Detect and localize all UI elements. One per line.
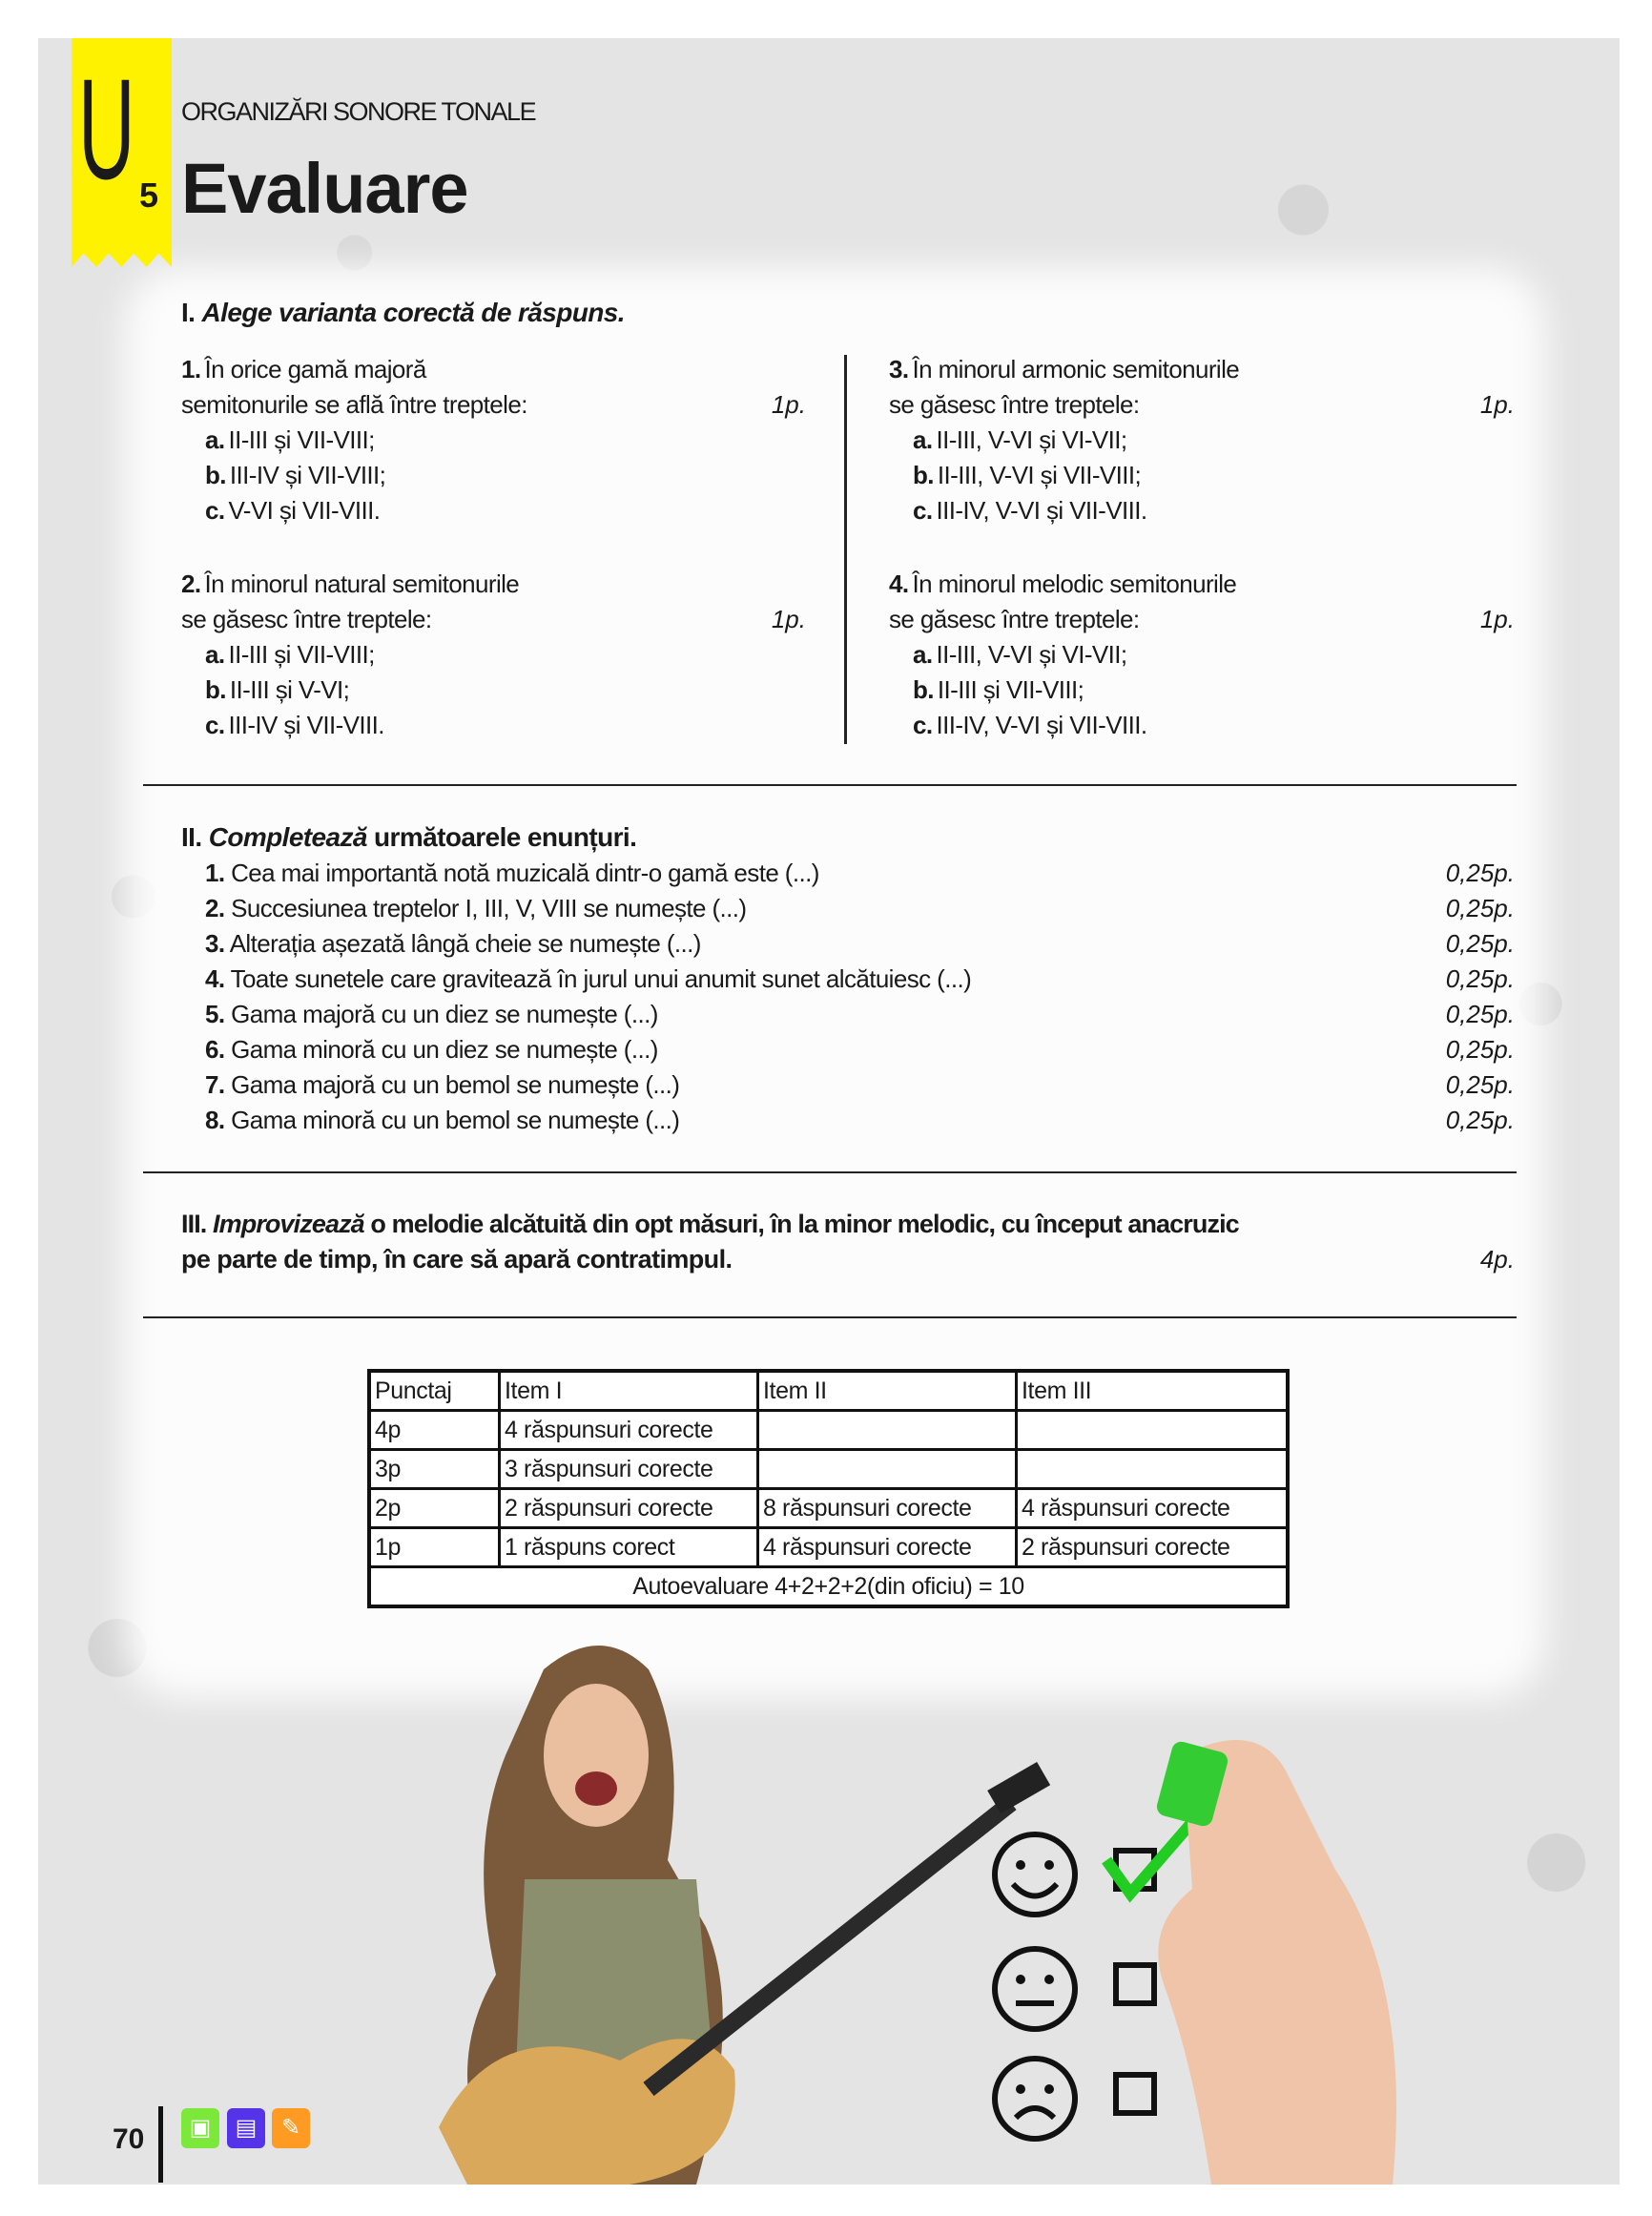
option-text: II-III, V-VI și VI-VII; bbox=[936, 425, 1127, 454]
girl-with-guitar-photo bbox=[382, 1612, 1068, 2185]
option-letter: c. bbox=[913, 711, 933, 739]
item-points: 0,25p. bbox=[1445, 929, 1515, 958]
item-text: Gama minoră cu un bemol se numește (...) bbox=[231, 1106, 680, 1134]
neutral-face-icon bbox=[995, 1949, 1075, 2029]
fill-in-item bbox=[205, 859, 819, 888]
table-cell: 1p bbox=[369, 1528, 500, 1567]
option-letter: a. bbox=[913, 425, 933, 454]
question-number: 1. bbox=[181, 355, 201, 383]
table-row bbox=[369, 1411, 1288, 1450]
item-points: 0,25p. bbox=[1445, 859, 1515, 887]
table-cell: 1 răspuns corect bbox=[500, 1528, 758, 1567]
option-letter: b. bbox=[913, 675, 934, 704]
option-letter: c. bbox=[913, 496, 933, 525]
question-number: 2. bbox=[181, 570, 201, 598]
answer-option bbox=[205, 711, 384, 740]
option-text: III-IV, V-VI și VII-VIII. bbox=[936, 496, 1147, 525]
answer-option bbox=[205, 675, 349, 705]
section1-heading bbox=[181, 298, 625, 328]
table-cell bbox=[758, 1411, 1017, 1450]
page-number-divider bbox=[158, 2106, 163, 2183]
section-number: III. bbox=[181, 1210, 207, 1238]
question-2-line1 bbox=[181, 570, 519, 599]
option-letter: a. bbox=[205, 640, 225, 669]
fill-in-item bbox=[205, 894, 746, 923]
table-header: Item II bbox=[758, 1371, 1017, 1411]
option-letter: c. bbox=[205, 711, 225, 739]
question-2-line2: se găsesc între treptele: bbox=[181, 605, 432, 633]
self-assessment-hand-photo bbox=[973, 1698, 1450, 2185]
option-text: II-III, V-VI și VI-VII; bbox=[936, 640, 1127, 669]
table-header: Item III bbox=[1017, 1371, 1289, 1411]
answer-option bbox=[913, 675, 1084, 705]
question-points: 1p. bbox=[1479, 605, 1515, 633]
table-cell: 4 răspunsuri corecte bbox=[1017, 1489, 1289, 1528]
item-text: Gama majoră cu un diez se numește (...) bbox=[231, 1000, 658, 1028]
item-text: Gama majoră cu un bemol se numește (...) bbox=[231, 1070, 680, 1099]
item-number: 7. bbox=[205, 1070, 225, 1099]
section2-heading bbox=[181, 822, 636, 853]
table-cell: 4p bbox=[369, 1411, 500, 1450]
section3-line2: pe parte de timp, în care să apară contratimpul. bbox=[181, 1245, 733, 1274]
table-cell bbox=[1017, 1450, 1289, 1489]
option-letter: b. bbox=[913, 461, 934, 489]
item-number: 4. bbox=[205, 964, 225, 993]
option-text: II-III și VII-VIII; bbox=[228, 425, 375, 454]
item-points: 0,25p. bbox=[1445, 1035, 1515, 1064]
happy-face-icon bbox=[995, 1834, 1075, 1915]
option-letter: a. bbox=[205, 425, 225, 454]
table-cell: 4 răspunsuri corecte bbox=[758, 1528, 1017, 1567]
option-text: II-III și VII-VIII; bbox=[937, 675, 1084, 704]
section-number: I. bbox=[181, 298, 196, 327]
fill-in-item bbox=[205, 929, 701, 959]
table-cell: 4 răspunsuri corecte bbox=[500, 1411, 758, 1450]
column-divider bbox=[844, 355, 847, 744]
table-cell: 2 răspunsuri corecte bbox=[1017, 1528, 1289, 1567]
item-text: Succesiunea treptelor I, III, V, VIII se numește (...) bbox=[231, 894, 747, 922]
image-icon[interactable]: ▣ bbox=[181, 2108, 219, 2148]
section-number: II. bbox=[181, 822, 202, 852]
question-text: În minorul armonic semitonurile bbox=[912, 355, 1240, 383]
question-4-line2: se găsesc între treptele: bbox=[889, 605, 1140, 633]
option-letter: b. bbox=[205, 675, 226, 704]
option-text: III-IV și VII-VIII; bbox=[229, 461, 386, 489]
section-heading-text: următoarele enunțuri. bbox=[366, 822, 637, 852]
option-text: III-IV, V-VI și VII-VIII. bbox=[936, 711, 1147, 739]
option-text: III-IV și VII-VIII. bbox=[228, 711, 384, 739]
item-text: Toate sunetele care gravitează în jurul unui anumit sunet alcătuiesc (...) bbox=[230, 964, 972, 993]
answer-option bbox=[913, 711, 1146, 740]
fill-in-item bbox=[205, 1070, 679, 1100]
page-number: 70 bbox=[113, 2123, 145, 2155]
item-number: 3. bbox=[205, 929, 225, 958]
table-header: Punctaj bbox=[369, 1371, 500, 1411]
table-row bbox=[369, 1450, 1288, 1489]
answer-option bbox=[205, 640, 375, 670]
section3-points: 4p. bbox=[1479, 1245, 1515, 1274]
scoring-table bbox=[367, 1369, 1290, 1608]
table-cell: 2p bbox=[369, 1489, 500, 1528]
question-1-line2: semitonurile se află între treptele: bbox=[181, 390, 527, 419]
table-cell: 3 răspunsuri corecte bbox=[500, 1450, 758, 1489]
section-heading-text: Alege varianta corectă de răspuns. bbox=[201, 298, 625, 327]
question-text: În orice gamă majoră bbox=[204, 355, 426, 383]
film-icon[interactable]: ▤ bbox=[227, 2108, 265, 2148]
divider bbox=[143, 784, 1517, 786]
unit-number: 5 bbox=[139, 176, 159, 215]
option-letter: a. bbox=[913, 640, 933, 669]
chapter-title: ORGANIZĂRI SONORE TONALE bbox=[181, 97, 536, 126]
table-header-row bbox=[369, 1371, 1288, 1411]
question-points: 1p. bbox=[771, 605, 806, 633]
section-heading-italic: Completează bbox=[208, 822, 367, 852]
item-number: 2. bbox=[205, 894, 225, 922]
answer-option bbox=[205, 425, 375, 455]
question-points: 1p. bbox=[771, 390, 806, 419]
sad-face-icon bbox=[995, 2059, 1075, 2139]
divider bbox=[143, 1171, 1517, 1173]
option-text: II-III și V-VI; bbox=[229, 675, 350, 704]
question-1-line1 bbox=[181, 355, 426, 384]
answer-option bbox=[913, 496, 1146, 526]
option-letter: b. bbox=[205, 461, 226, 489]
table-cell: 2 răspunsuri corecte bbox=[500, 1489, 758, 1528]
answer-option bbox=[205, 496, 380, 526]
item-text: Cea mai importantă notă muzicală dintr-o gamă este (...) bbox=[231, 859, 819, 887]
fill-in-item bbox=[205, 1035, 658, 1065]
checkmark-icon bbox=[1106, 1822, 1192, 1894]
question-number: 3. bbox=[889, 355, 909, 383]
pencil-icon[interactable]: ✎ bbox=[272, 2108, 310, 2148]
question-text: În minorul melodic semitonurile bbox=[912, 570, 1237, 598]
answer-option bbox=[205, 461, 385, 490]
question-4-line1 bbox=[889, 570, 1236, 599]
item-number: 8. bbox=[205, 1106, 225, 1134]
section3-text: o melodie alcătuită din opt măsuri, în la minor melodic, cu început anacruzic bbox=[363, 1210, 1239, 1238]
fill-in-item bbox=[205, 1106, 679, 1135]
item-number: 1. bbox=[205, 859, 225, 887]
fill-in-item bbox=[205, 1000, 658, 1029]
option-text: V-VI și VII-VIII. bbox=[228, 496, 381, 525]
option-text: II-III și VII-VIII; bbox=[228, 640, 375, 669]
unit-letter: U bbox=[78, 49, 135, 209]
table-cell: 3p bbox=[369, 1450, 500, 1489]
option-letter: c. bbox=[205, 496, 225, 525]
table-row bbox=[369, 1528, 1288, 1567]
section-heading-italic: Improvizează bbox=[213, 1210, 364, 1238]
section3-line1 bbox=[181, 1210, 1239, 1239]
question-points: 1p. bbox=[1479, 390, 1515, 419]
table-header: Item I bbox=[500, 1371, 758, 1411]
item-points: 0,25p. bbox=[1445, 964, 1515, 993]
question-text: În minorul natural semitonurile bbox=[204, 570, 520, 598]
item-points: 0,25p. bbox=[1445, 1070, 1515, 1099]
question-3-line2: se găsesc între treptele: bbox=[889, 390, 1140, 419]
answer-option bbox=[913, 425, 1127, 455]
table-footer-row bbox=[369, 1567, 1288, 1607]
table-cell: 8 răspunsuri corecte bbox=[758, 1489, 1017, 1528]
item-text: Gama minoră cu un diez se numește (...) bbox=[231, 1035, 658, 1064]
item-points: 0,25p. bbox=[1445, 894, 1515, 922]
divider bbox=[143, 1316, 1517, 1318]
fill-in-item bbox=[205, 964, 971, 994]
item-number: 6. bbox=[205, 1035, 225, 1064]
table-row bbox=[369, 1489, 1288, 1528]
question-3-line1 bbox=[889, 355, 1239, 384]
answer-option bbox=[913, 640, 1127, 670]
item-points: 0,25p. bbox=[1445, 1106, 1515, 1134]
table-footer: Autoevaluare 4+2+2+2(din oficiu) = 10 bbox=[369, 1567, 1288, 1607]
item-number: 5. bbox=[205, 1000, 225, 1028]
option-text: II-III, V-VI și VII-VIII; bbox=[937, 461, 1142, 489]
question-number: 4. bbox=[889, 570, 909, 598]
answer-option bbox=[913, 461, 1141, 490]
table-cell bbox=[1017, 1411, 1289, 1450]
page-title: Evaluare bbox=[181, 149, 468, 228]
table-cell bbox=[758, 1450, 1017, 1489]
item-points: 0,25p. bbox=[1445, 1000, 1515, 1028]
item-text: Alterația așezată lângă cheie se numește (...) bbox=[229, 929, 701, 958]
